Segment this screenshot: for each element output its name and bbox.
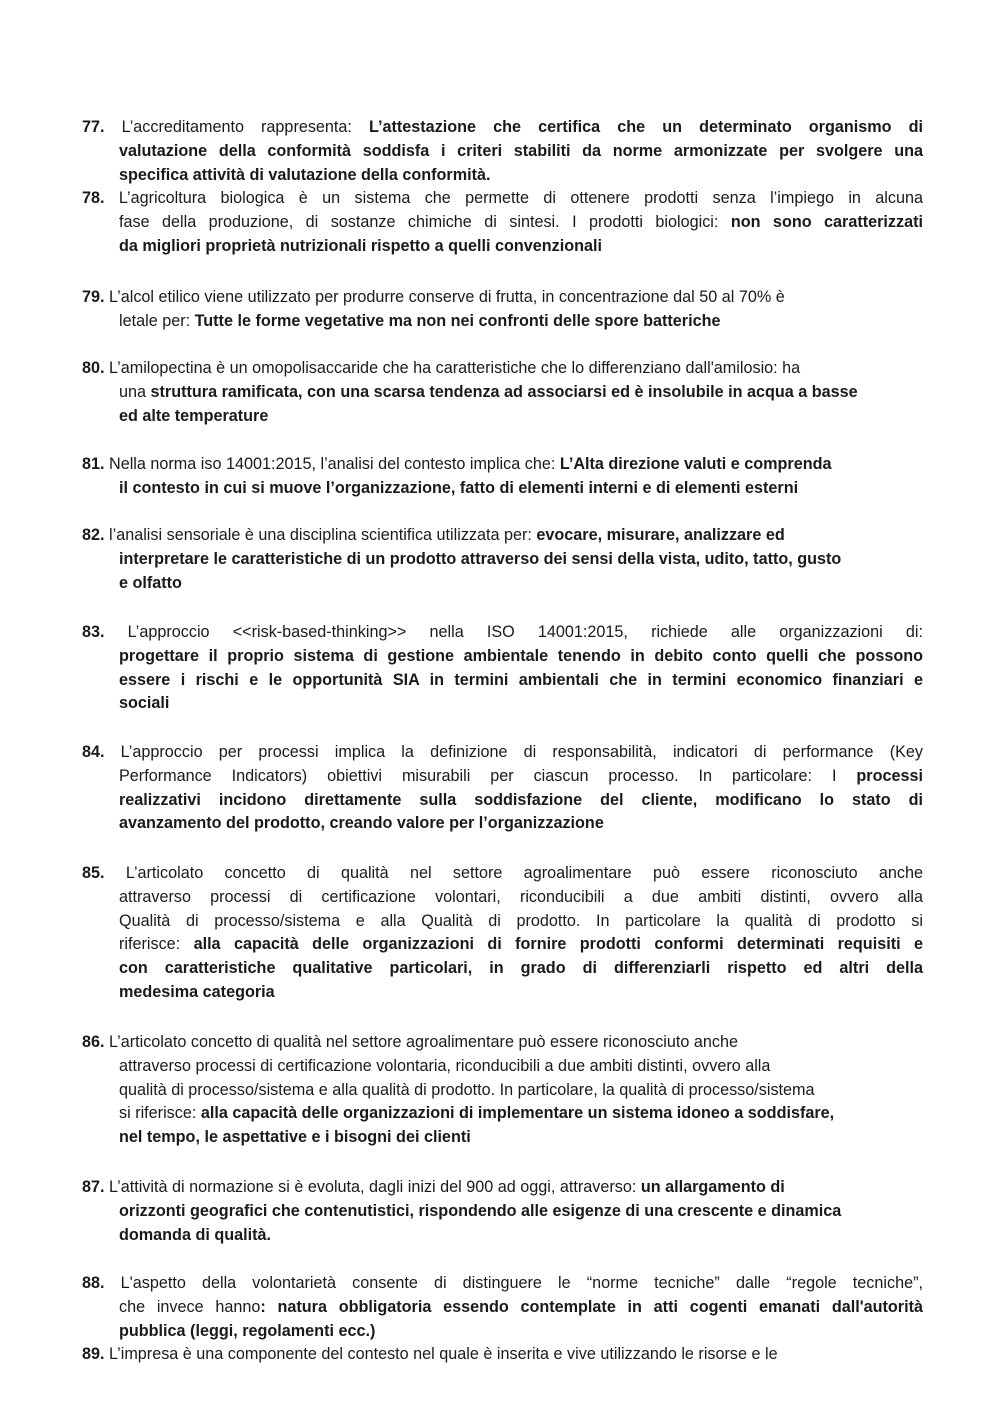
text-line [82, 381, 923, 405]
answer-text: : natura obbligatoria essendo contemplate in atti cogenti emanati dall'autorità [260, 1297, 923, 1316]
question-item [82, 1272, 923, 1343]
question-text: L’attività di normazione si è evoluta, dagli inizi del 900 ad oggi, attraverso: [104, 1178, 641, 1196]
text-line [82, 1055, 923, 1079]
question-number: 80. [82, 359, 105, 377]
text-line [82, 1200, 923, 1224]
question-item [82, 1176, 923, 1247]
text-line [82, 1224, 923, 1248]
question-number: 84. [82, 743, 105, 761]
answer-text: nel tempo, le aspettative e i bisogni dei clienti [119, 1128, 471, 1147]
question-text: attraverso processi di certificazione volontari, riconducibili a due ambiti distinti, ovvero alla [119, 887, 923, 906]
question-text: L’approccio <<risk-based-thinking>> nella ISO 14001:2015, richiede alle organizzazioni di: [104, 623, 923, 641]
question-item [82, 1031, 923, 1150]
answer-text: struttura ramificata, con una scarsa tendenza ad associarsi ed è insolubile in acqua a basse [150, 382, 858, 401]
text-line [82, 910, 923, 934]
text-line [82, 405, 923, 429]
question-text: L’amilopectina è un omopolisaccaride che ha caratteristiche che lo differenziano dall'amilosio: ha [104, 359, 801, 377]
text-line [82, 116, 923, 140]
text-line [82, 477, 923, 501]
answer-text: specifica attività di valutazione della conformità. [119, 165, 491, 184]
question-item [82, 187, 923, 258]
answer-text: ed alte temperature [119, 406, 269, 425]
text-line [82, 1079, 923, 1103]
text-line [82, 1343, 923, 1367]
answer-text: L’Alta direzione valuti e comprenda [559, 455, 832, 473]
question-text: qualità di processo/sistema e alla qualità di prodotto. In particolare, la qualità di processo/sistema [119, 1080, 815, 1099]
answer-text: medesima categoria [119, 982, 275, 1001]
text-line [82, 812, 923, 836]
question-text: Performance Indicators) obiettivi misurabili per ciascun processo. In particolare: I [119, 766, 857, 785]
text-line [82, 1320, 923, 1344]
question-text: letale per: [119, 311, 195, 330]
answer-text: sociali [119, 694, 170, 713]
text-line [82, 548, 923, 572]
answer-text: da migliori proprietà nutrizionali rispetto a quelli convenzionali [119, 236, 602, 255]
question-number: 85. [82, 864, 105, 882]
answer-text: non sono caratterizzati [730, 212, 923, 231]
answer-text: pubblica (leggi, regolamenti ecc.) [119, 1321, 376, 1340]
text-line [82, 669, 923, 693]
question-text: fase della produzione, di sostanze chimiche di sintesi. I prodotti biologici: [119, 212, 731, 231]
question-text: L’approccio per processi implica la definizione di responsabilità, indicatori di performance (Key [104, 743, 923, 761]
text-line [82, 187, 923, 211]
answer-text: interpretare le caratteristiche di un prodotto attraverso dei sensi della vista, udito, tatto, gusto [119, 549, 842, 568]
question-number: 82. [82, 526, 105, 544]
question-number: 81. [82, 455, 105, 473]
text-line [82, 1102, 923, 1126]
answer-text: e olfatto [119, 573, 182, 592]
text-line [82, 741, 923, 765]
text-line [82, 933, 923, 957]
question-item [82, 741, 923, 836]
question-text: l’analisi sensoriale è una disciplina scientifica utilizzata per: [104, 526, 537, 544]
text-line [82, 1031, 923, 1055]
question-item [82, 116, 923, 187]
question-number: 77. [82, 118, 105, 136]
question-text: una [119, 382, 151, 401]
answer-text: avanzamento del prodotto, creando valore per l’organizzazione [119, 814, 604, 833]
question-text: riferisce: [119, 935, 194, 954]
question-number: 78. [82, 189, 105, 207]
text-line [82, 235, 923, 259]
answer-text: domanda di qualità. [119, 1225, 271, 1244]
question-number: 79. [82, 288, 105, 306]
question-number: 88. [82, 1274, 105, 1292]
answer-text: con caratteristiche qualitative particolari, in grado di differenziarli rispetto ed altri della [119, 959, 923, 978]
text-line [82, 789, 923, 813]
question-number: 87. [82, 1178, 105, 1196]
text-line [82, 357, 923, 381]
text-line [82, 286, 923, 310]
text-line [82, 862, 923, 886]
question-item [82, 862, 923, 1005]
answer-text: alla capacità delle organizzazioni di implementare un sistema idoneo a soddisfare, [200, 1104, 835, 1123]
text-line [82, 211, 923, 235]
answer-text: L’attestazione che certifica che un determinato organismo di [369, 118, 924, 136]
text-line [82, 310, 923, 334]
answer-text: realizzativi incidono direttamente sulla soddisfazione del cliente, modificano lo stato di [119, 790, 923, 809]
answer-text: evocare, misurare, analizzare ed [536, 526, 785, 544]
question-text: Nella norma iso 14001:2015, l’analisi del contesto implica che: [104, 455, 560, 473]
text-line [82, 1176, 923, 1200]
text-line [82, 572, 923, 596]
text-line [82, 621, 923, 645]
answer-text: il contesto in cui si muove l’organizzazione, fatto di elementi interni e di elementi esterni [119, 478, 799, 497]
answer-text: alla capacità delle organizzazioni di fornire prodotti conformi determinati requisiti e [193, 935, 923, 954]
question-text: L’impresa è una componente del contesto nel quale è inserita e vive utilizzando le risorse e le [104, 1345, 778, 1363]
text-line [82, 886, 923, 910]
question-text: attraverso processi di certificazione volontaria, riconducibili a due ambiti distinti, ovvero alla [119, 1056, 771, 1075]
answer-text: progettare il proprio sistema di gestione ambientale tenendo in debito conto quelli che possono [119, 646, 923, 665]
question-item [82, 286, 923, 334]
text-line [82, 164, 923, 188]
question-text: L’articolato concetto di qualità nel settore agroalimentare può essere riconosciuto anche [104, 864, 923, 882]
answer-text: orizzonti geografici che contenutistici, rispondendo alle esigenze di una crescente e dinamica [119, 1201, 842, 1220]
question-item [82, 1343, 923, 1367]
question-text: L'aspetto della volontarietà consente di distinguere le “norme tecniche” dalle “regole tecniche”, [104, 1274, 923, 1292]
text-line [82, 1296, 923, 1320]
text-line [82, 453, 923, 477]
text-line [82, 524, 923, 548]
text-line [82, 1272, 923, 1296]
text-line [82, 981, 923, 1005]
question-number: 86. [82, 1033, 105, 1051]
answer-text: un allargamento di [640, 1178, 785, 1196]
question-item [82, 621, 923, 716]
text-line [82, 692, 923, 716]
question-text: L’alcol etilico viene utilizzato per produrre conserve di frutta, in concentrazione dal 50 al 70% è [104, 288, 785, 306]
answer-text: processi [856, 766, 923, 785]
text-line [82, 1126, 923, 1150]
question-item [82, 524, 923, 595]
answer-text: Tutte le forme vegetative ma non nei confronti delle spore batteriche [194, 311, 721, 330]
question-text: L’agricoltura biologica è un sistema che permette di ottenere prodotti senza l’impiego in alcuna [104, 189, 923, 207]
question-number: 89. [82, 1345, 105, 1363]
question-item [82, 453, 923, 501]
text-line [82, 645, 923, 669]
question-text: che invece hanno [119, 1297, 261, 1316]
text-line [82, 957, 923, 981]
text-line [82, 140, 923, 164]
question-item [82, 357, 923, 428]
question-text: L’articolato concetto di qualità nel settore agroalimentare può essere riconosciuto anche [104, 1033, 739, 1051]
question-text: si riferisce: [119, 1104, 201, 1123]
text-line [82, 765, 923, 789]
question-number: 83. [82, 623, 105, 641]
answer-text: essere i rischi e le opportunità SIA in termini ambientali che in termini economico finanziari e [119, 670, 923, 689]
answer-text: valutazione della conformità soddisfa i criteri stabiliti da norme armonizzate per svolgere una [119, 141, 923, 160]
question-text: Qualità di processo/sistema e alla Qualità di prodotto. In particolare la qualità di prodotto si [119, 911, 923, 930]
question-text: L’accreditamento rappresenta: [104, 118, 370, 136]
